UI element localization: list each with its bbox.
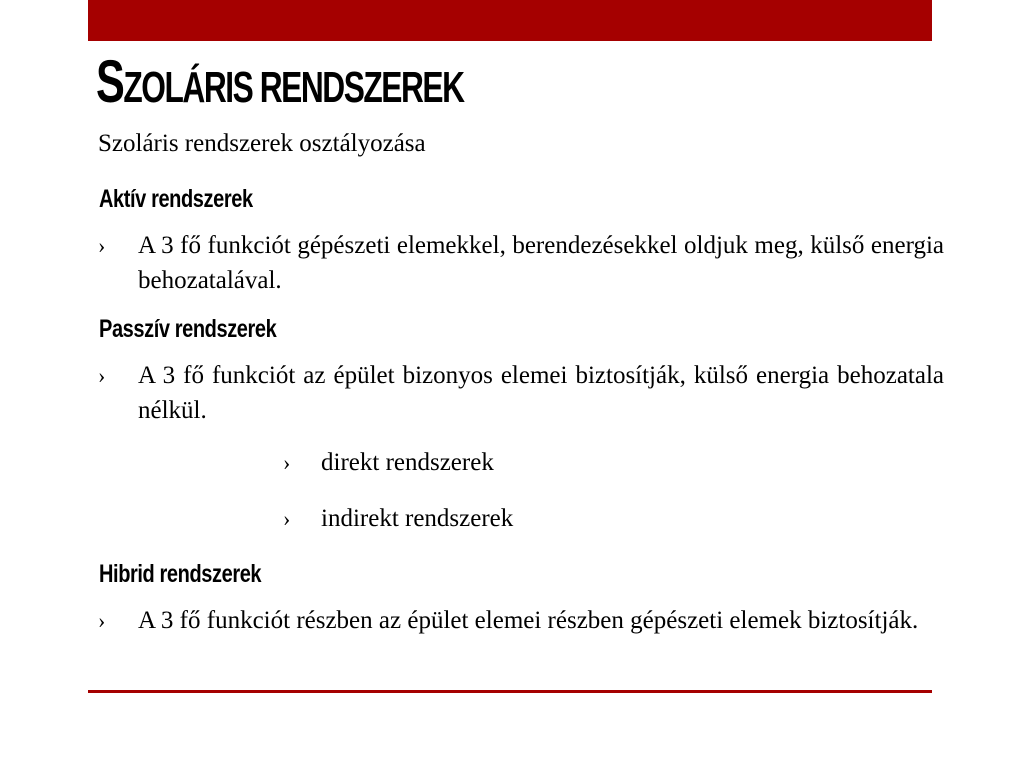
sub-item-indirect-systems bbox=[283, 503, 513, 535]
bullet-marker-icon: › bbox=[283, 450, 291, 475]
heading-active-systems: Aktív rendszerek bbox=[99, 185, 253, 213]
bullet-active-systems bbox=[98, 228, 944, 298]
bullet-passive-systems bbox=[98, 358, 944, 428]
bullet-marker-icon: › bbox=[98, 233, 106, 258]
bullet-text: A 3 fő funkciót részben az épület elemei részben gépészeti elemek biztosítják. bbox=[138, 607, 919, 634]
slide-subtitle: Szoláris rendszerek osztályozása bbox=[98, 130, 426, 157]
bullet-text: A 3 fő funkciót az épület bizonyos elemei biztosítják, külső energia behozatala nélkül. bbox=[138, 362, 944, 424]
bottom-divider bbox=[88, 690, 932, 693]
bullet-marker-icon: › bbox=[283, 506, 291, 531]
sub-item-direct-systems bbox=[283, 447, 494, 479]
slide-title-initial: S bbox=[96, 48, 124, 115]
sub-item-text: indirekt rendszerek bbox=[321, 505, 514, 532]
bullet-hybrid-systems bbox=[98, 603, 944, 638]
heading-passive-systems: Passzív rendszerek bbox=[99, 315, 277, 343]
heading-hybrid-systems: Hibrid rendszerek bbox=[99, 560, 262, 588]
bullet-text: A 3 fő funkciót gépészeti elemekkel, berendezésekkel oldjuk meg, külső energia behozatalával. bbox=[138, 232, 944, 294]
sub-item-text: direkt rendszerek bbox=[321, 449, 494, 476]
bullet-marker-icon: › bbox=[98, 608, 106, 633]
slide-title-rest: ZOLÁRIS RENDSZEREK bbox=[123, 63, 464, 112]
bullet-marker-icon: › bbox=[98, 363, 106, 388]
